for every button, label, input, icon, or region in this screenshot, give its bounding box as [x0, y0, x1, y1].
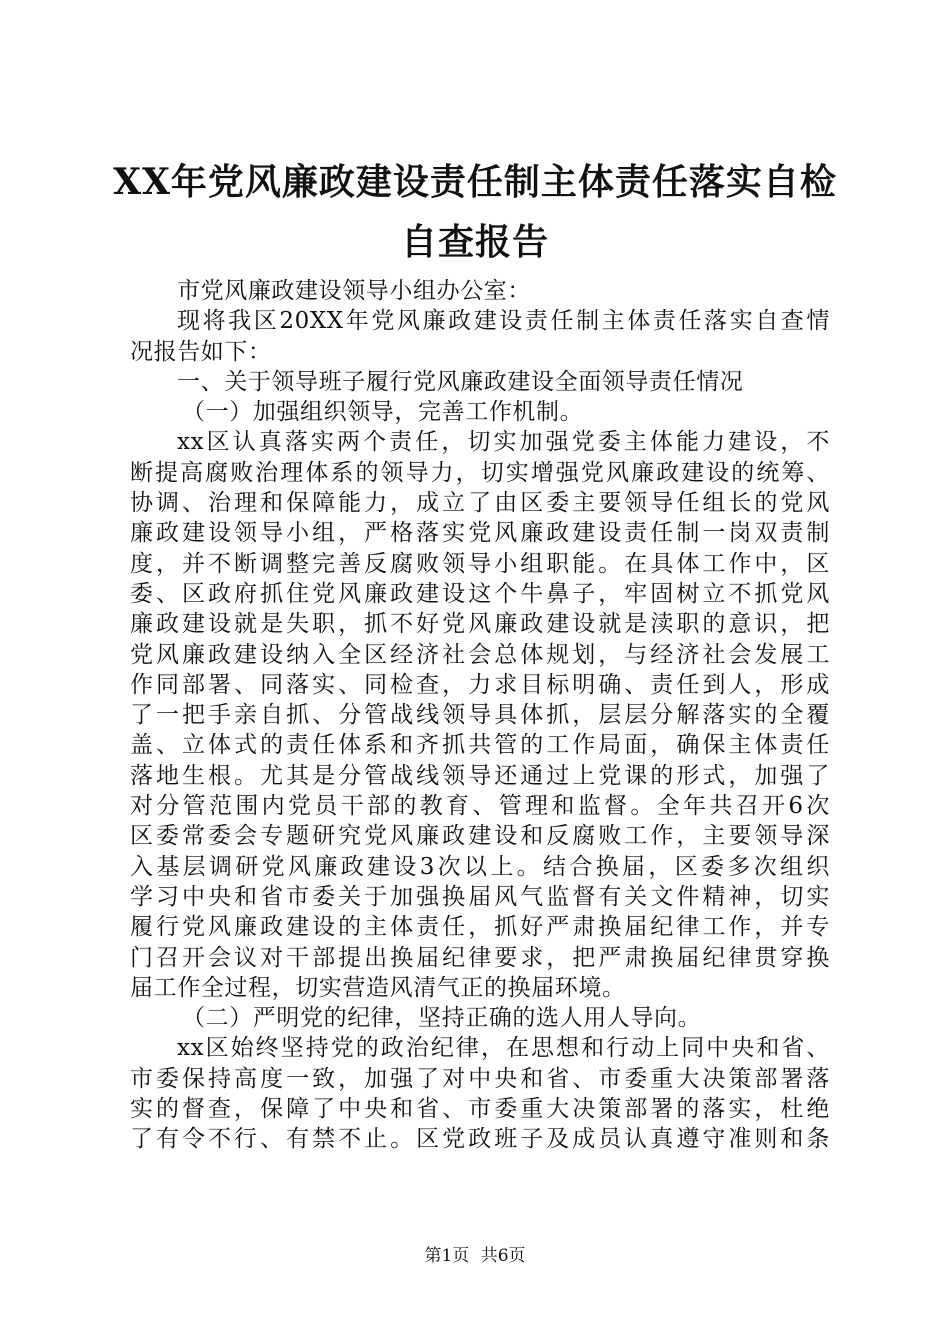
subsection-heading: （二）严明党的纪律，坚持正确的选人用人导向。	[182, 1005, 702, 1032]
paragraph-line: 现将我区20XX年党风廉政建设责任制主体责任落实自查情	[177, 308, 830, 335]
paragraph-line: 廉政建设领导小组，严格落实党风廉政建设责任制一岗双责制	[130, 520, 830, 547]
paragraph-line: 学习中央和省市委关于加强换届风气监督有关文件精神，切实	[130, 883, 830, 910]
paragraph-line: 届工作全过程，切实营造风清气正的换届环境。	[130, 974, 626, 1001]
paragraph-line: 党风廉政建设纳入全区经济社会总体规划，与经济社会发展工	[130, 641, 830, 668]
paragraph-line: 了有令不行、有禁不止。区党政班子及成员认真遵守准则和条	[130, 1126, 830, 1153]
paragraph-line: 落地生根。尤其是分管战线领导还通过上党课的形式，加强了	[130, 762, 830, 789]
page-footer	[0, 1246, 950, 1266]
paragraph-line: 履行党风廉政建设的主体责任，抓好严肃换届纪律工作，并专	[130, 914, 830, 941]
paragraph-line: 协调、治理和保障能力，成立了由区委主要领导任组长的党风	[130, 490, 830, 517]
page-total: 共6页	[480, 1246, 526, 1266]
paragraph-line: 断提高腐败治理体系的领导力，切实增强党风廉政建设的统筹、	[130, 459, 830, 486]
paragraph-line: 度，并不断调整完善反腐败领导小组职能。在具体工作中，区	[130, 550, 830, 577]
paragraph-line: 盖、立体式的责任体系和齐抓共管的工作局面，确保主体责任	[130, 732, 830, 759]
paragraph-line: 区委常委会专题研究党风廉政建设和反腐败工作，主要领导深	[130, 823, 830, 850]
paragraph-line: 了一把手亲自抓、分管战线领导具体抓，层层分解落实的全覆	[130, 702, 830, 729]
page-title-continued: 自查报告	[400, 221, 549, 263]
salutation-line: 市党风廉政建设领导小组办公室：	[177, 278, 531, 304]
paragraph-line: 况报告如下：	[130, 338, 272, 365]
paragraph-line: xx区始终坚持党的政治纪律，在思想和行动上同中央和省、	[177, 1035, 830, 1062]
page-title: XX年党风廉政建设责任制主体责任落实自检	[113, 161, 837, 203]
paragraph-line: 作同部署、同落实、同检查，力求目标明确、责任到人，形成	[130, 671, 830, 698]
section-heading: 一、关于领导班子履行党风廉政建设全面领导责任情况	[177, 368, 744, 395]
paragraph-line: 入基层调研党风廉政建设3次以上。结合换届，区委多次组织	[130, 853, 830, 880]
document-body	[130, 276, 830, 1155]
page-number: 第1页	[424, 1246, 470, 1266]
paragraph-line: 市委保持高度一致，加强了对中央和省、市委重大决策部署落	[130, 1065, 830, 1092]
paragraph-line: 委、区政府抓住党风廉政建设这个牛鼻子，牢固树立不抓党风	[130, 580, 830, 607]
paragraph-line: 实的督查，保障了中央和省、市委重大决策部署的落实，杜绝	[130, 1096, 830, 1123]
paragraph-line: 门召开会议对干部提出换届纪律要求，把严肃换届纪律贯穿换	[130, 944, 830, 971]
paragraph-line: 廉政建设就是失职，抓不好党风廉政建设就是渎职的意识，把	[130, 611, 830, 638]
paragraph-line: xx区认真落实两个责任，切实加强党委主体能力建设，不	[177, 429, 830, 456]
paragraph-line: 对分管范围内党员干部的教育、管理和监督。全年共召开6次	[130, 793, 830, 820]
subsection-heading: （一）加强组织领导，完善工作机制。	[182, 399, 584, 426]
